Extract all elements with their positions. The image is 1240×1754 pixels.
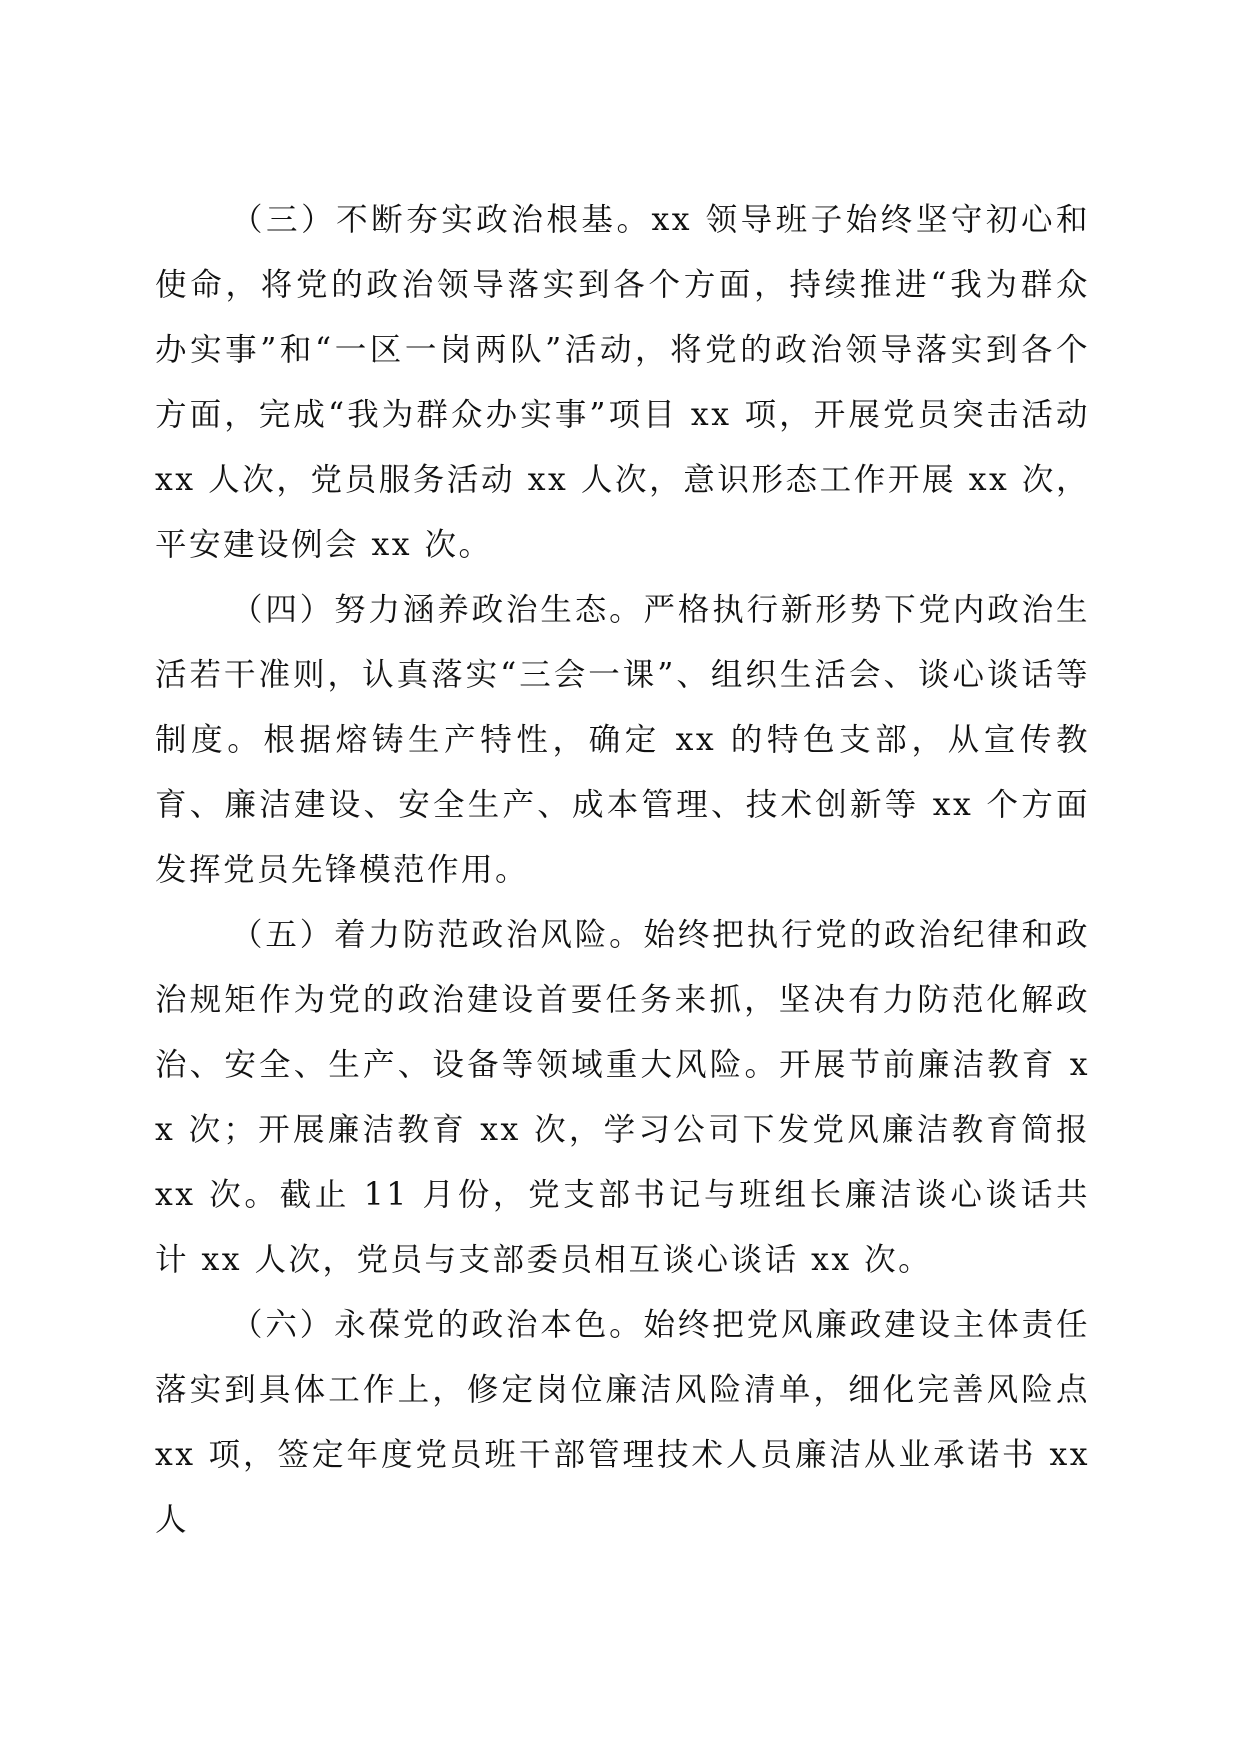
paragraph-3-political-foundation: （三）不断夯实政治根基。xx 领导班子始终坚守初心和使命，将党的政治领导落实到各个方面，持续推进“我为群众办实事”和“一区一岗两队”活动，将党的政治领导落实到各个方面，完成“我为群众办实事”项目 xx 项，开展党员突击活动 xx 人次，党员服务活动 xx 人次，意识形态工作开展 xx 次，平安建设例会 xx 次。: [155, 202, 1090, 563]
paragraph-4-political-ecology: （四）努力涵养政治生态。严格执行新形势下党内政治生活若干准则，认真落实“三会一课”、组织生活会、谈心谈话等制度。根据熔铸生产特性，确定 xx 的特色支部，从宣传教育、廉洁建设、安全生产、成本管理、技术创新等 xx 个方面发挥党员先锋模范作用。: [155, 592, 1090, 888]
paragraph-6-political-character: （六）永葆党的政治本色。始终把党风廉政建设主体责任落实到具体工作上，修定岗位廉洁风险清单，细化完善风险点 xx 项，签定年度党员班干部管理技术人员廉洁从业承诺书 xx 人: [155, 1307, 1090, 1538]
document-body: [155, 188, 1090, 1553]
paragraph-5-political-risk: （五）着力防范政治风险。始终把执行党的政治纪律和政治规矩作为党的政治建设首要任务来抓，坚决有力防范化解政治、安全、生产、设备等领域重大风险。开展节前廉洁教育 xx 次；开展廉洁教育 xx 次，学习公司下发党风廉洁教育简报 xx 次。截止 11 月份，党支部书记与班组长廉洁谈心谈话共计 xx 人次，党员与支部委员相互谈心谈话 xx 次。: [155, 917, 1090, 1278]
